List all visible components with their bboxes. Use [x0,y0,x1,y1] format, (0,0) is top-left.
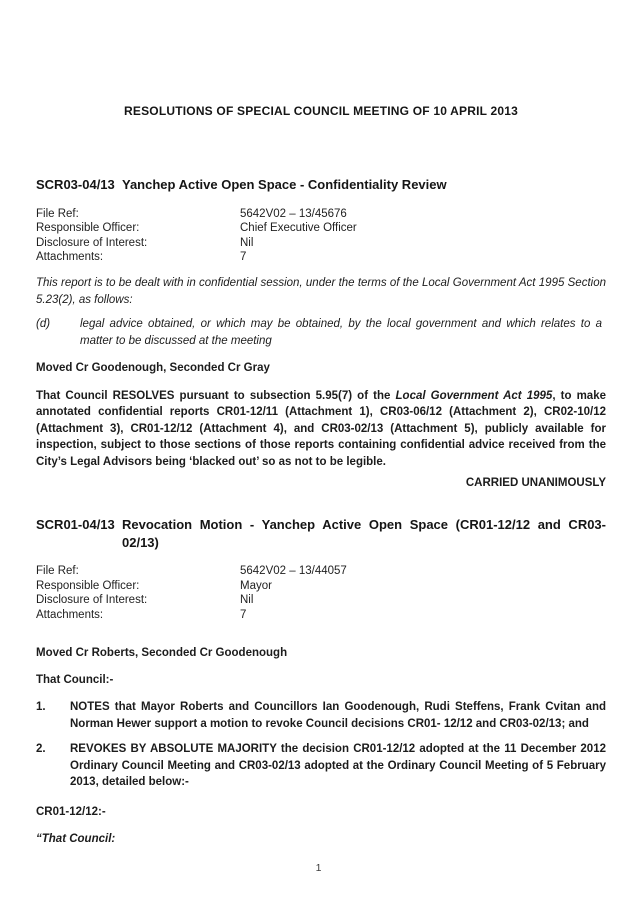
meta-value: Chief Executive Officer [240,222,357,234]
section-title: Yanchep Active Open Space - Confidentiality Review [122,177,447,192]
item-text: REVOKES BY ABSOLUTE MAJORITY the decision CR01-12/12 adopted at the 11 December 2012 Ordinary Council Meeting and CR03-02/13 adopted at the Ordinary Council Meeting of 5 February 2013, detailed below:- [70,743,606,788]
section-code: SCR03-04/13 [36,177,115,192]
numbered-item-1 [36,699,606,732]
meta-row-responsible-officer [36,221,606,236]
meta-label: Responsible Officer: [36,222,140,234]
meta-label: Disclosure of Interest: [36,236,148,249]
meta-label: Attachments: [36,608,104,621]
clause-text: legal advice obtained, or which may be obtained, by the local government and which relates to a matter to be discussed at the meeting [80,317,602,347]
meta-row-attachments [36,250,606,265]
meta-label: File Ref: [36,207,79,220]
resolution-text-before: That Council RESOLVES pursuant to subsection 5.95(7) of the [36,389,396,402]
meta-block [36,564,606,622]
intro-line: That Council:- [36,674,114,686]
item-number: 2. [36,743,46,755]
ref-line: CR01-12/12:- [36,805,106,818]
meta-value: 7 [240,251,247,263]
meta-value: 7 [240,608,247,621]
section-heading-scr01 [36,516,606,551]
confidential-note: This report is to be dealt with in confidential session, under the terms of the Local Government Act 1995 Section 5.23(2), as follows: [36,276,606,306]
act-name-italic: Local Government Act 1995 [395,389,553,402]
meta-value: Mayor [240,579,272,592]
clause-label: (d) [36,317,51,330]
item-text: NOTES that Mayor Roberts and Councillors Ian Goodenough, Rudi Steffens, Frank Cvitan and Norman Hewer support a motion to revoke Council decisions CR01- 12/12 and CR03-02/13; and [70,701,606,730]
item-number: 1. [36,701,46,713]
meta-label: Attachments: [36,251,104,263]
section-code: SCR01-04/13 [36,517,115,532]
meta-row-responsible-officer [36,579,606,594]
meta-row-disclosure [36,236,606,251]
resolution-text-after: , to make annotated confidential reports CR01-12/11 (Attachment 1), CR03-06/12 (Attachment 2), CR02-10/12 (Attachment 3), CR01-12/12 (Attachment 4), and CR03-02/13 (Attachment 5), publicly available for inspection, subject to those sections of those reports containing confidential advice received from the City’s Legal Advisors being ‘blacked out’ so as not to be legible. [36,389,606,468]
meta-label: Responsible Officer: [36,579,140,592]
meta-label: File Ref: [36,565,79,577]
meta-block [36,207,606,265]
meta-row-file-ref [36,207,606,222]
meta-value: Nil [240,594,254,606]
meta-row-attachments [36,608,606,623]
quote-line: “That Council: [36,832,116,845]
meta-row-disclosure [36,593,606,608]
meta-value: 5642V02 – 13/45676 [240,207,347,220]
meta-value: 5642V02 – 13/44057 [240,565,347,577]
section-heading-scr03 [36,176,606,194]
meta-row-file-ref [36,564,606,579]
moved-line: Moved Cr Goodenough, Seconded Cr Gray [36,361,270,374]
document-title: RESOLUTIONS OF SPECIAL COUNCIL MEETING OF 10 APRIL 2013 [124,104,518,118]
resolution-paragraph [36,388,606,471]
moved-line: Moved Cr Roberts, Seconded Cr Goodenough [36,647,288,659]
numbered-item-2 [36,741,606,791]
page-number: 1 [315,862,322,874]
meta-label: Disclosure of Interest: [36,594,148,606]
meta-value: Nil [240,236,254,249]
section-title: Revocation Motion - Yanchep Active Open Space (CR01-12/12 and CR03-02/13) [122,517,606,550]
carried-line: CARRIED UNANIMOUSLY [465,477,606,489]
clause-item-d [36,316,606,350]
